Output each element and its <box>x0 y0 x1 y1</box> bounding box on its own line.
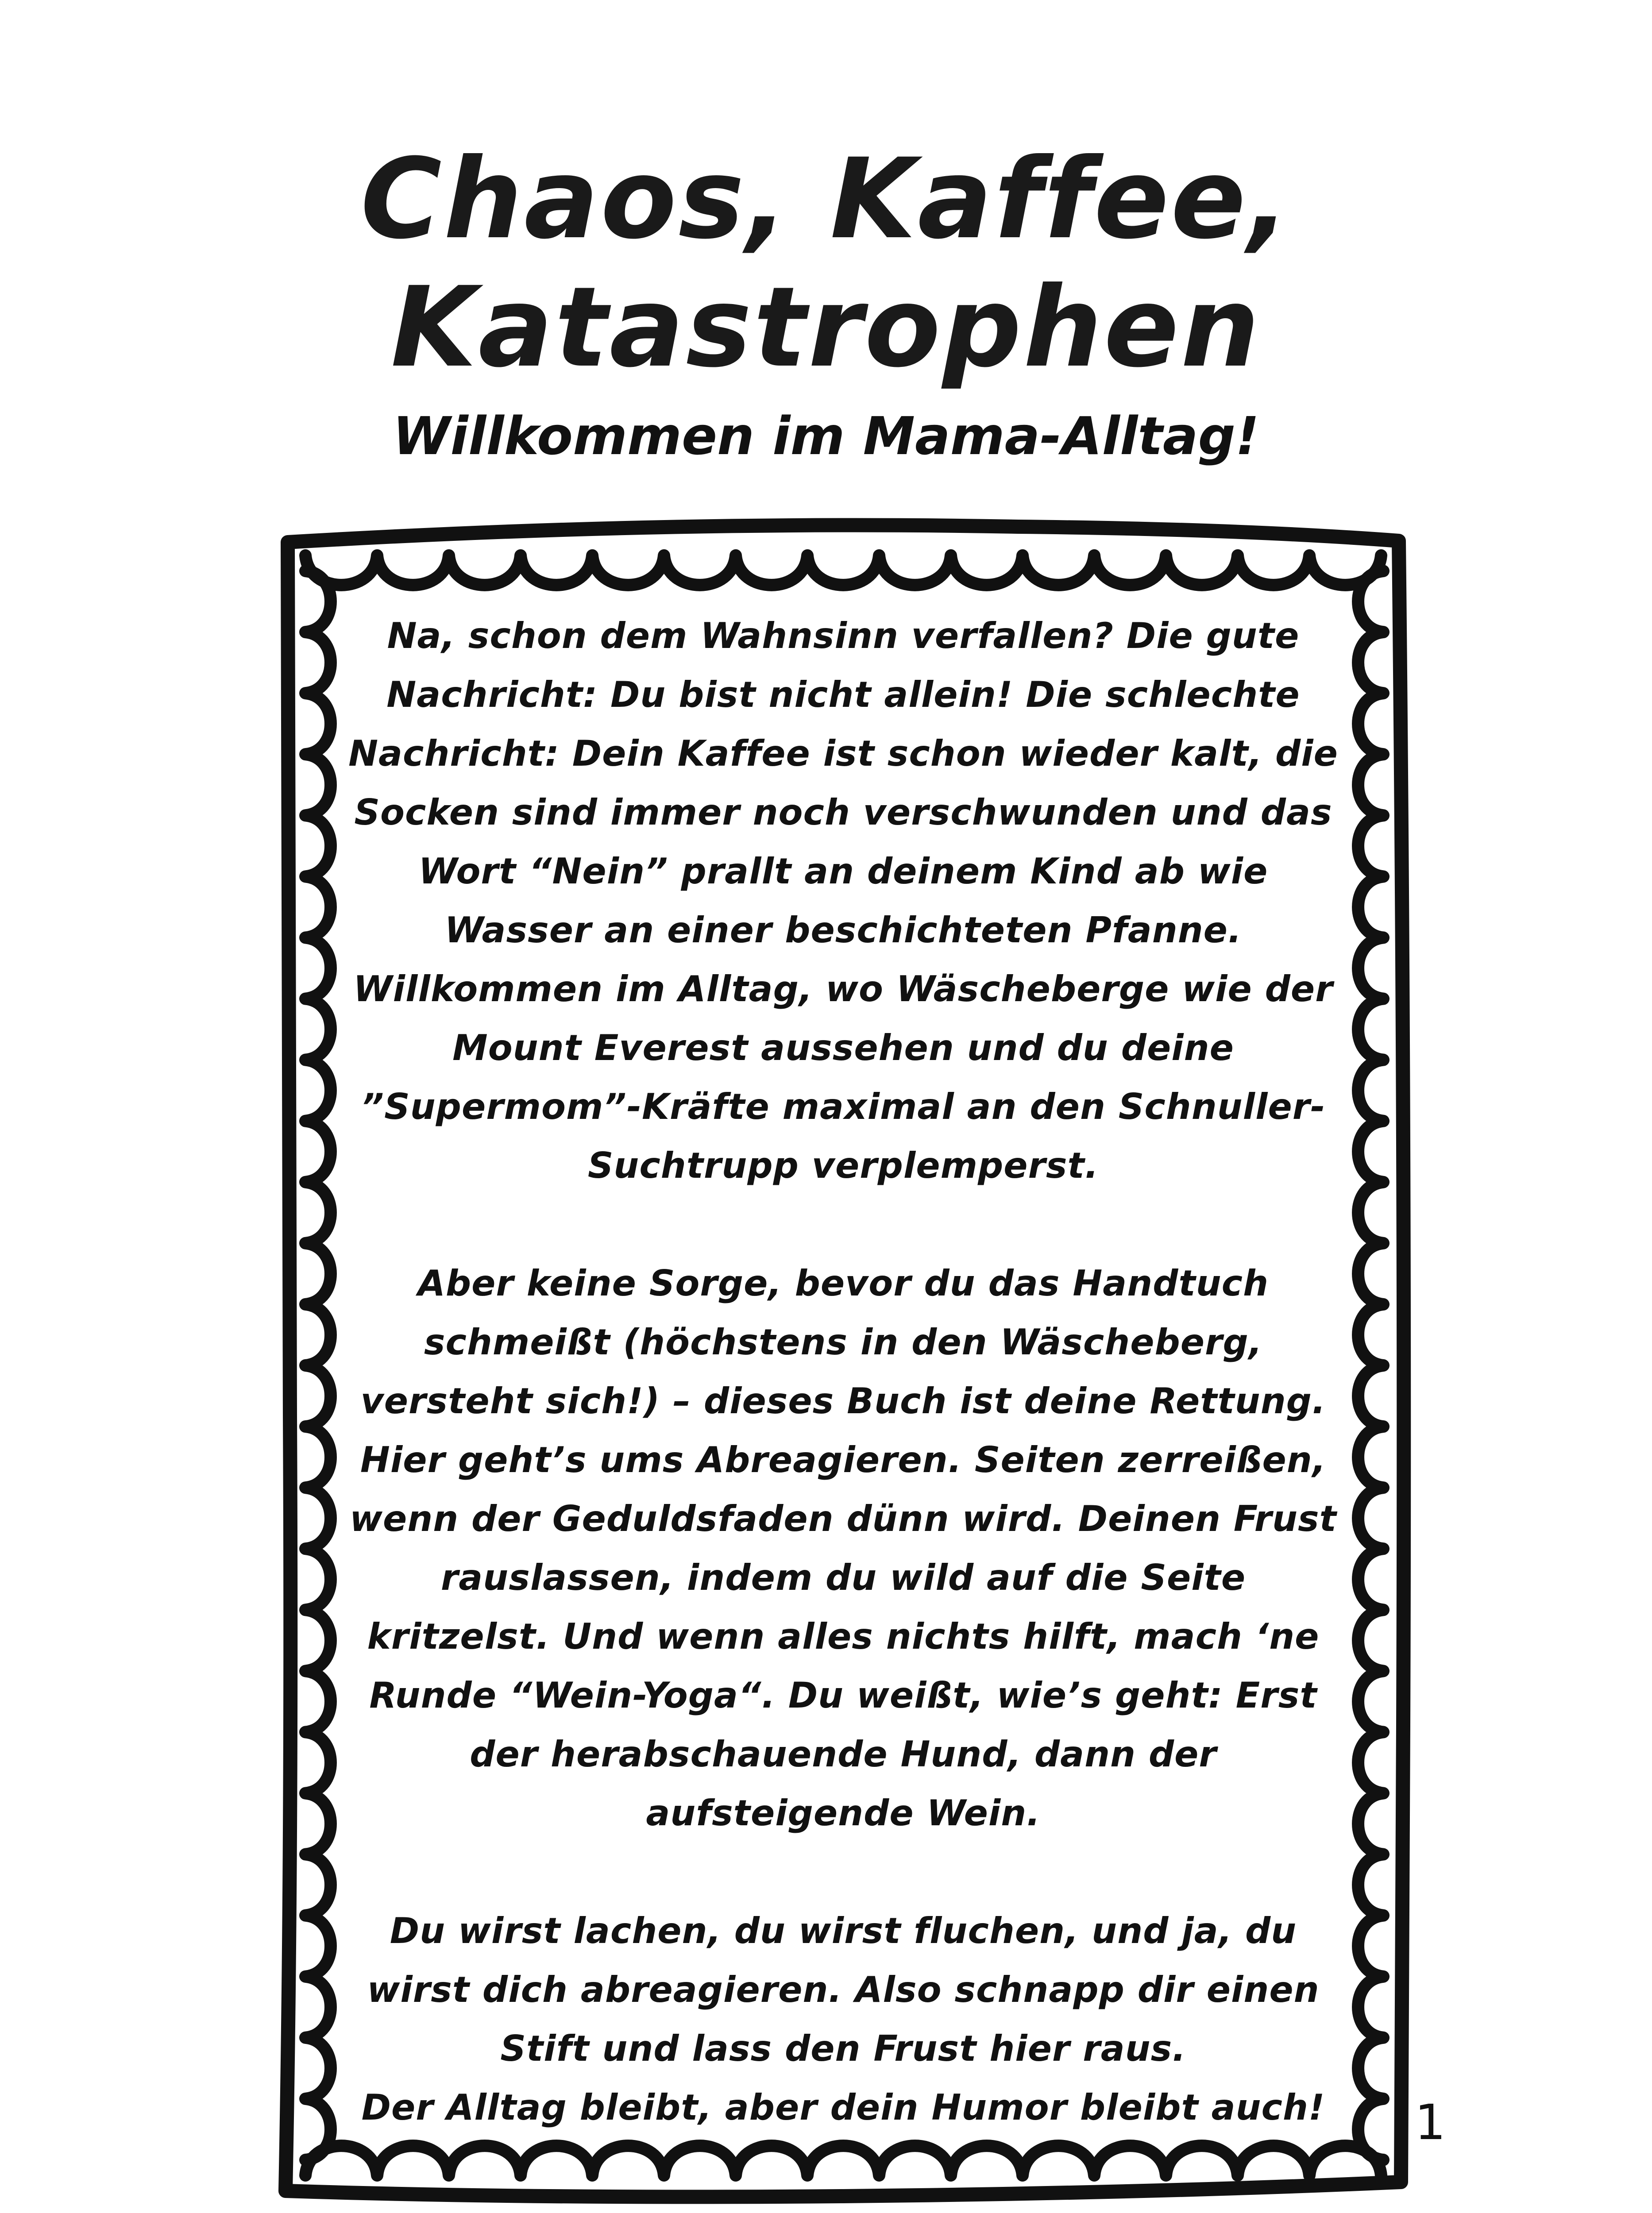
page-number: 1 <box>1415 2094 1446 2151</box>
right-scallop-border <box>1358 571 1383 2160</box>
title-line-1: Chaos, Kaffee, <box>360 135 1292 263</box>
bottom-scallop-border <box>305 2146 1381 2175</box>
paragraph-spacer <box>345 1843 1341 1901</box>
intro-paragraph: Du wirst lachen, du wirst fluchen, und ja, du wirst dich abreagieren. Also schnapp dir einen Stift und lass den Frust hier raus. <box>367 1910 1320 2069</box>
top-scallop-border <box>305 555 1381 585</box>
title-line-2: Katastrophen <box>390 263 1262 392</box>
paragraph-spacer <box>345 1195 1341 1254</box>
intro-text-block <box>345 606 1341 2137</box>
intro-paragraph: Na, schon dem Wahnsinn verfallen? Die gute Nachricht: Du bist nicht allein! Die schlechte Nachricht: Dein Kaffee ist schon wieder kalt, die Socken sind immer noch verschwunden und das Wort “Nein” prallt an deinem Kind ab wie Wasser an einer beschichteten Pfanne. Willkommen im Alltag, wo Wäscheberge wie der Mount Everest aussehen und du deine ”Supermom”-Kräfte maximal an den Schnuller-Suchtrupp verplemperst. <box>348 615 1338 1186</box>
left-scallop-border <box>305 571 331 2160</box>
intro-paragraph: Aber keine Sorge, bevor du das Handtuch schmeißt (höchstens in den Wäscheberg, versteht sich!) – dieses Buch ist deine Rettung. Hier geht’s ums Abreagieren. Seiten zerreißen, wenn der Geduldsfaden dünn wird. Deinen Frust rauslassen, indem du wild auf die Seite kritzelst. Und wenn alles nichts hilft, mach ‘ne Runde “Wein-Yoga“. Du weißt, wie’s geht: Erst der herabschauende Hund, dann der aufsteigende Wein. <box>350 1263 1337 1834</box>
subtitle: Willkommen im Mama-Alltag! <box>393 405 1259 467</box>
closing-line: Der Alltag bleibt, aber dein Humor bleibt auch! <box>361 2087 1325 2128</box>
